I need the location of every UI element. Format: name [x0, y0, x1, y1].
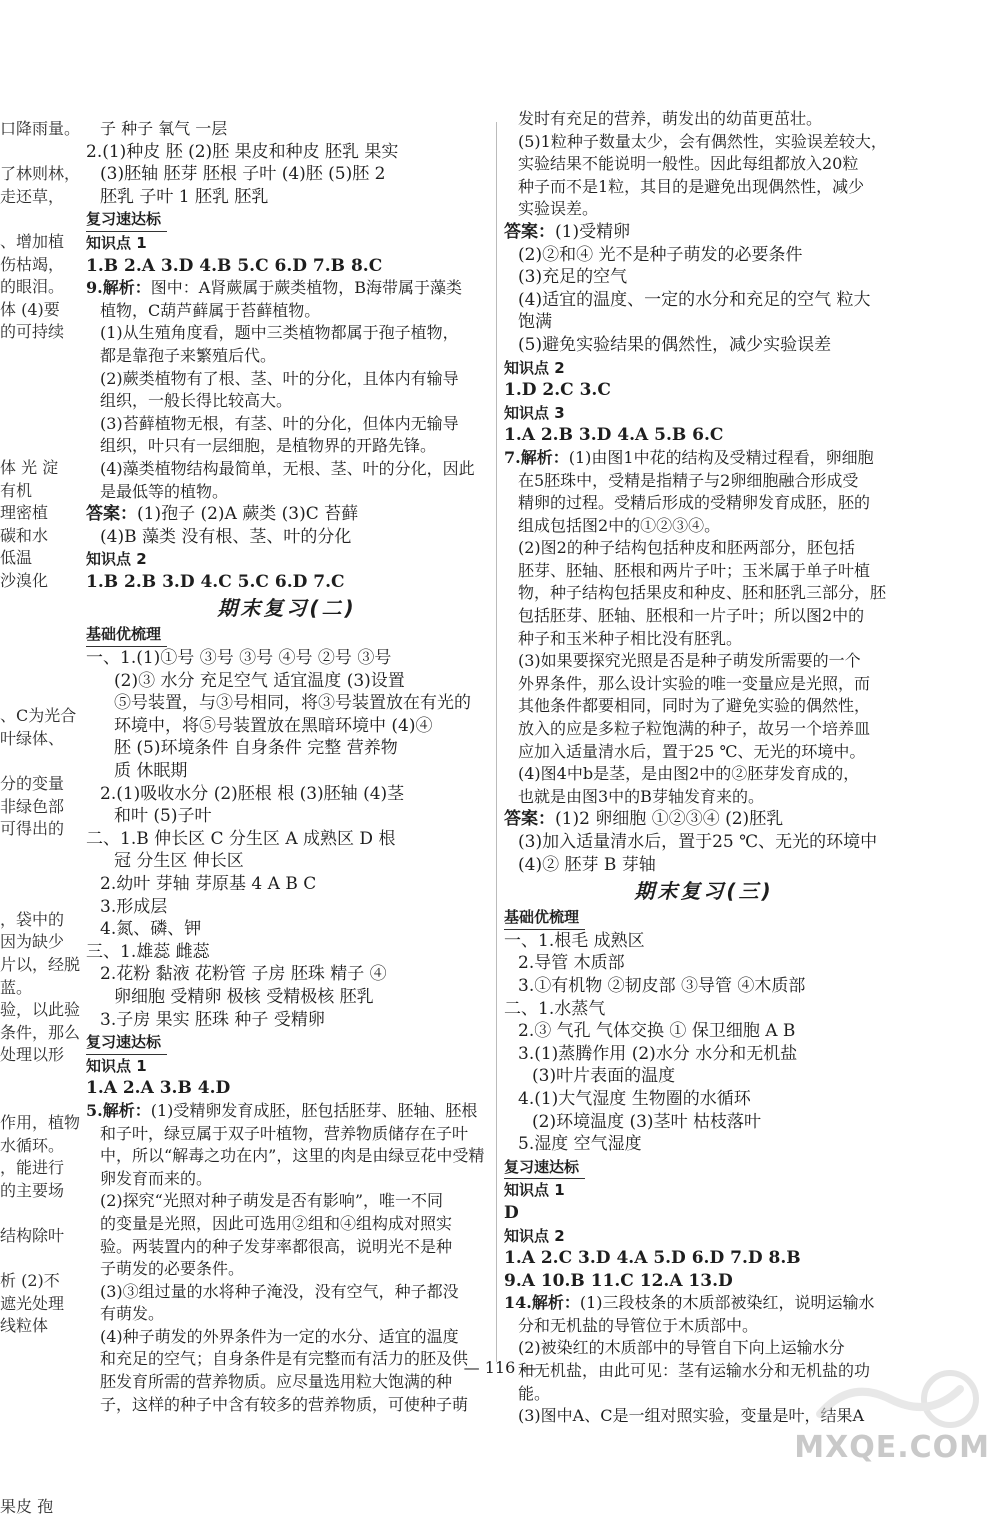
- middle-column: [86, 118, 488, 1416]
- text-line: 2.导管 木质部: [518, 953, 625, 974]
- section-heading: [86, 623, 488, 647]
- text-line: 胚乳 子叶 1 胚乳 胚乳: [100, 186, 269, 207]
- fragment-line: [0, 1203, 76, 1226]
- text-line: 饱满: [518, 312, 552, 333]
- text-line: 卵发育而来的。: [100, 1168, 213, 1188]
- choice-answers: 1.A 2.C 3.D 4.A 5.D 6.D 7.D 8.B: [504, 1248, 801, 1269]
- text-line: 外界条件，那么设计实验的唯一变量应是光照，而: [518, 673, 871, 693]
- text-line: 组成包括图2中的①②③④。: [518, 515, 721, 535]
- fragment-line: 非绿色部: [0, 796, 65, 816]
- analysis-line: 14.解析：(1)三段枝条的木质部被染红，说明运输水: [504, 1293, 875, 1313]
- chapter-title: 期末复习(三): [634, 879, 774, 904]
- fragment-line: [0, 592, 76, 615]
- fragment-line: [0, 864, 76, 887]
- choice-answers: 1.D 2.C 3.C: [504, 380, 611, 401]
- text-line: 实验误差。: [518, 199, 599, 219]
- analysis-line: 9.解析：图中：A肾蕨属于蕨类植物，B海带属于藻类: [86, 278, 463, 298]
- text-line: 3.子房 果实 胚珠 种子 受精卵: [100, 1009, 325, 1030]
- fragment-line: [0, 1067, 76, 1090]
- fragment-line: 走还草，: [0, 186, 65, 206]
- text-line: 和叶 (5)子叶: [114, 806, 212, 827]
- text-line: 冠 分生区 伸长区: [114, 851, 244, 872]
- fragment-line: [0, 751, 76, 774]
- text-line: 包括胚芽、胚轴、胚根和一片子叶；所以图2中的: [518, 606, 865, 626]
- fragment-line: 碳和水: [0, 525, 49, 545]
- text-line: (5)1粒种子数量太少，会有偶然性，实验误差较大，: [518, 131, 887, 151]
- text-line: 种子和玉米种子相比没有胚乳。: [518, 628, 743, 648]
- fragment-line: 的主要场: [0, 1180, 65, 1200]
- text-line: (4)图4中b是茎，是由图2中的②胚芽发育成的，: [518, 764, 860, 784]
- text-line: 放入的应是多粒子粒饱满的种子，故另一个培养皿: [518, 719, 871, 739]
- knowledge-point-label: 知识点 3: [504, 403, 565, 422]
- text-line: (4)B 藻类 没有根、茎、叶的分化: [100, 526, 352, 547]
- text-line: (2)环境温度 (3)茎叶 枯枝落叶: [532, 1111, 761, 1132]
- text-line: 3.形成层: [100, 896, 168, 917]
- fragment-line: [0, 638, 76, 661]
- section-heading-text: 复习速达标: [504, 1156, 585, 1180]
- text-line: (2)③ 水分 充足空气 适宜温度 (3)设置: [114, 670, 405, 691]
- fragment-line: 条件，那么: [0, 1022, 81, 1042]
- text-line: (2)探究“光照对种子萌发是否有影响”，唯一不同: [100, 1191, 444, 1211]
- text-line: 在5胚珠中，受精是指精子与2卵细胞融合形成受: [518, 470, 859, 490]
- fragment-line: 析 (2)不: [0, 1271, 60, 1291]
- fragment-line: 处理以形: [0, 1045, 65, 1065]
- fragment-line: [0, 344, 76, 367]
- text-line: 应加入适量清水后，置于25 ℃、无光的环境中。: [518, 741, 866, 761]
- text-line: 2.幼叶 芽轴 芽原基 4 A B C: [100, 874, 317, 894]
- text-line: (3)图中A、C是一组对照实验，变量是叶，结果A: [518, 1406, 865, 1426]
- answer-line: 答案：(1)受精卵: [504, 221, 631, 242]
- text-line: ⑤号装置，与③号相同，将③号装置放在有光的: [114, 693, 471, 714]
- chapter-title: 期末复习(二): [217, 596, 357, 621]
- watermark-text: MXQE.COM: [794, 1430, 990, 1465]
- text-line: 胚芽、胚轴、胚根和两片子叶；玉米属于单子叶植: [518, 560, 871, 580]
- analysis-line: 7.解析：(1)由图1中花的结构及受精过程看，卵细胞: [504, 447, 874, 467]
- text-line: 4.氮、磷、钾: [100, 919, 202, 940]
- text-line: 发时有充足的营养，萌发出的幼苗更茁壮。: [518, 109, 823, 128]
- text-line: 中，所以“解毒之功在内”，这里的肉是由绿豆花中受精: [100, 1146, 485, 1166]
- text-line: (4)藻类植物结构最简单，无根、茎、叶的分化，因此: [100, 458, 475, 478]
- fragment-line: 片以，经脱: [0, 954, 81, 974]
- text-line: (2)②和④ 光不是种子萌发的必要条件: [518, 244, 803, 265]
- text-line: 精卵的过程。受精后形成的受精卵发育成胚，胚的: [518, 493, 871, 513]
- text-line: (2)蕨类植物有了根、茎、叶的分化，且体内有输导: [100, 368, 459, 388]
- fragment-line: 叶绿体、: [0, 729, 65, 749]
- fragment-line: [0, 412, 76, 435]
- text-line: 和子叶，绿豆属于双子叶植物，营养物质储存在子叶: [100, 1123, 469, 1143]
- text-line: 实验结果不能说明一般性。因此每组都放入20粒: [518, 154, 859, 174]
- section-heading: [504, 906, 904, 930]
- choice-answers: 1.A 2.B 3.D 4.A 5.B 6.C: [504, 425, 724, 446]
- page-number: — 116 —: [463, 1358, 537, 1377]
- text-line: 能。: [518, 1383, 551, 1403]
- fragment-line: [0, 1248, 76, 1271]
- answer-line: 答案：(1)2 卵细胞 ①②③④ (2)胚乳: [504, 809, 784, 830]
- text-line: (4)② 胚芽 B 芽轴: [518, 854, 656, 875]
- text-line: (4)适宜的温度、一定的水分和充足的空气 粒大: [518, 289, 871, 310]
- fragment-line: 的眼泪。: [0, 277, 65, 297]
- fragment-line: 沙溴化: [0, 570, 49, 590]
- section-heading-text: 基础优梳理: [504, 906, 585, 930]
- text-line: 2.③ 气孔 气体交换 ① 保卫细胞 A B: [518, 1021, 796, 1042]
- analysis-line: 5.解析：(1)受精卵发育成胚，胚包括胚芽、胚轴、胚根: [86, 1100, 478, 1120]
- fragment-line: 体 (4)要: [0, 299, 60, 319]
- fragment-line: [0, 208, 76, 231]
- fragment-line: [0, 141, 76, 164]
- text-line: 3.(1)蒸腾作用 (2)水分 水分和无机盐: [518, 1043, 798, 1064]
- fragment-line: 水循环。: [0, 1135, 65, 1155]
- text-line: 4.(1)大气湿度 生物圈的水循环: [518, 1088, 751, 1109]
- fragment-line: [0, 615, 76, 638]
- text-line: (2)被染红的木质部中的导管自下向上运输水分: [518, 1338, 845, 1358]
- text-line: 3.①有机物 ②韧皮部 ③导管 ④木质部: [518, 975, 806, 996]
- fragment-line: 伤枯竭，: [0, 254, 65, 274]
- text-line: 组织，叶只有一层细胞，是植物界的开路先锋。: [100, 436, 437, 456]
- fragment-line: 果皮 孢: [0, 1497, 54, 1517]
- fragment-line: 有机: [0, 480, 33, 500]
- text-line: 组织，一般长得比较高大。: [100, 391, 293, 411]
- fragment-line: [0, 886, 76, 909]
- fragment-line: 作用，植物: [0, 1113, 81, 1133]
- fragment-line: ，能进行: [0, 1158, 65, 1178]
- text-line: 2.(1)吸收水分 (2)胚根 根 (3)胚轴 (4)茎: [100, 783, 405, 804]
- text-line: 三、1.雄蕊 雌蕊: [86, 941, 210, 962]
- text-line: 验。两装置内的种子发芽率都很高，说明光不是种: [100, 1236, 453, 1256]
- knowledge-point-label: 知识点 1: [86, 233, 147, 252]
- text-line: 的变量是光照，因此可选用②组和④组构成对照实: [100, 1213, 453, 1233]
- text-line: (3)叶片表面的温度: [532, 1066, 676, 1087]
- text-line: (5)避免实验结果的偶然性，减少实验误差: [518, 334, 832, 355]
- fragment-line: [0, 1474, 76, 1497]
- text-line: 植物，C葫芦藓属于苔藓植物。: [100, 300, 321, 320]
- text-line: 5.湿度 空气湿度: [518, 1134, 642, 1155]
- knowledge-point-label: 知识点 2: [504, 358, 565, 377]
- text-line: 是最低等的植物。: [100, 481, 229, 501]
- fragment-line: 蓝。: [0, 977, 33, 997]
- fragment-line: [0, 1406, 76, 1429]
- fragment-line: 低温: [0, 548, 33, 568]
- choice-answers: 1.B 2.A 3.D 4.B 5.C 6.D 7.B 8.C: [86, 255, 383, 276]
- fragment-line: 结构除叶: [0, 1226, 65, 1246]
- knowledge-point-label: 知识点 2: [504, 1226, 565, 1245]
- choice-answers: 9.A 10.B 11.C 12.A 13.D: [504, 1270, 733, 1291]
- fragment-line: [0, 389, 76, 412]
- fragment-line: [0, 1383, 76, 1406]
- section-heading-text: 复习速达标: [86, 208, 167, 232]
- text-line: 一、1.(1)①号 ③号 ③号 ④号 ②号 ③号: [86, 648, 392, 669]
- text-line: (2)图2的种子结构包括种皮和胚两部分，胚包括: [518, 538, 855, 558]
- fragment-line: [0, 1428, 76, 1451]
- text-line: 物，种子结构包括果皮和种皮、胚和胚乳三部分，胚: [518, 583, 887, 603]
- fragment-line: [0, 434, 76, 457]
- text-line: 质 休眠期: [114, 761, 188, 782]
- fragment-line: 分的变量: [0, 774, 65, 794]
- section-heading: [504, 1156, 904, 1180]
- fragment-line: ，袋中的: [0, 909, 65, 929]
- text-line: 种子而不是1粒，其目的是避免出现偶然性，减少: [518, 176, 865, 196]
- text-line: 其他条件都要相同，同时为了避免实验的偶然性，: [518, 696, 871, 716]
- fragment-line: 口降雨量。: [0, 119, 81, 138]
- text-line: 二、1.水蒸气: [504, 998, 606, 1019]
- fragment-line: 的可持续: [0, 322, 65, 342]
- fragment-line: 、C为光合: [0, 706, 77, 726]
- text-line: (3)胚轴 胚芽 胚根 子叶 (4)胚 (5)胚 2: [100, 164, 386, 185]
- fragment-line: [0, 841, 76, 864]
- fragment-line: 遮光处理: [0, 1293, 65, 1313]
- text-line: 都是靠孢子来繁殖后代。: [100, 345, 277, 365]
- choice-answers: 1.B 2.B 3.D 4.C 5.C 6.D 7.C: [86, 571, 345, 592]
- fragment-line: 可得出的: [0, 819, 65, 839]
- fragment-line: [0, 1090, 76, 1113]
- fragment-line: 线粒体: [0, 1316, 49, 1336]
- fragment-line: 、增加植: [0, 231, 65, 251]
- section-heading-text: 复习速达标: [86, 1031, 167, 1055]
- text-line: (4)种子萌发的外界条件为一定的水分、适宜的温度: [100, 1326, 459, 1346]
- text-line: 一、1.根毛 成熟区: [504, 930, 645, 951]
- fragment-line: [0, 1451, 76, 1474]
- text-line: 卵细胞 受精卵 极核 受精极核 胚乳: [114, 986, 374, 1007]
- text-line: 子，这样的种子中含有较多的营养物质，可使种子萌: [100, 1394, 469, 1414]
- fragment-line: 验，以此验: [0, 1000, 81, 1020]
- text-line: 有萌发。: [100, 1304, 165, 1324]
- text-line: 分和无机盐的导管位于木质部中。: [518, 1315, 759, 1335]
- fragment-line: [0, 367, 76, 390]
- knowledge-point-label: 知识点 2: [86, 550, 147, 569]
- text-line: 环境中，将⑤号装置放在黑暗环境中 (4)④: [114, 715, 433, 736]
- choice-answers: 1.A 2.A 3.B 4.D: [86, 1078, 231, 1099]
- text-line: (3)充足的空气: [518, 267, 628, 288]
- right-column: [504, 108, 904, 1428]
- knowledge-point-label: 知识点 1: [504, 1181, 565, 1200]
- choice-answers: D: [504, 1202, 519, 1223]
- text-line: 胚发育所需的营养物质。应尽量选用粒大饱满的种: [100, 1372, 453, 1392]
- text-line: 和充足的空气；自身条件是有完整而有活力的胚及供: [100, 1349, 469, 1369]
- text-line: (3)加入适量清水后，置于25 ℃、无光的环境中: [518, 832, 878, 852]
- left-column-fragment: [0, 118, 81, 1519]
- fragment-line: 理密植: [0, 503, 49, 523]
- fragment-line: [0, 660, 76, 683]
- section-heading: [86, 208, 488, 232]
- text-line: (3)如果要探究光照是否是种子萌发所需要的一个: [518, 651, 861, 671]
- section-heading-text: 基础优梳理: [86, 623, 167, 647]
- text-line: 也就是由图3中的B芽轴发育来的。: [518, 786, 764, 806]
- text-line: 胚 (5)环境条件 自身条件 完整 营养物: [114, 738, 398, 759]
- fragment-line: 体 光 淀: [0, 457, 59, 477]
- text-line: (1)从生殖角度看，题中三类植物都属于孢子植物，: [100, 323, 459, 343]
- text-line: (3)苔藓植物无根，有茎、叶的分化，但体内无输导: [100, 413, 459, 433]
- fragment-line: 因为缺少: [0, 932, 65, 952]
- fragment-line: [0, 683, 76, 706]
- text-line: (3)③组过量的水将种子淹没，没有空气，种子都没: [100, 1281, 459, 1301]
- text-line: 2.(1)种皮 胚 (2)胚 果皮和种皮 胚乳 果实: [86, 141, 399, 162]
- column-divider: [496, 122, 497, 1362]
- text-line: 二、1.B 伸长区 C 分生区 A 成熟区 D 根: [86, 828, 396, 849]
- text-line: 和无机盐，由此可见：茎有运输水分和无机盐的功: [518, 1361, 871, 1381]
- section-heading: [86, 1031, 488, 1055]
- fragment-line: 了林则林，: [0, 164, 81, 184]
- answer-line: 答案：(1)孢子 (2)A 蕨类 (3)C 苔藓: [86, 504, 359, 525]
- text-line: 子萌发的必要条件。: [100, 1259, 245, 1279]
- text-line: 2.花粉 黏液 花粉管 子房 胚珠 精子 ④: [100, 964, 387, 985]
- text-line: 子 种子 氧气 一层: [100, 119, 228, 138]
- knowledge-point-label: 知识点 1: [86, 1056, 147, 1075]
